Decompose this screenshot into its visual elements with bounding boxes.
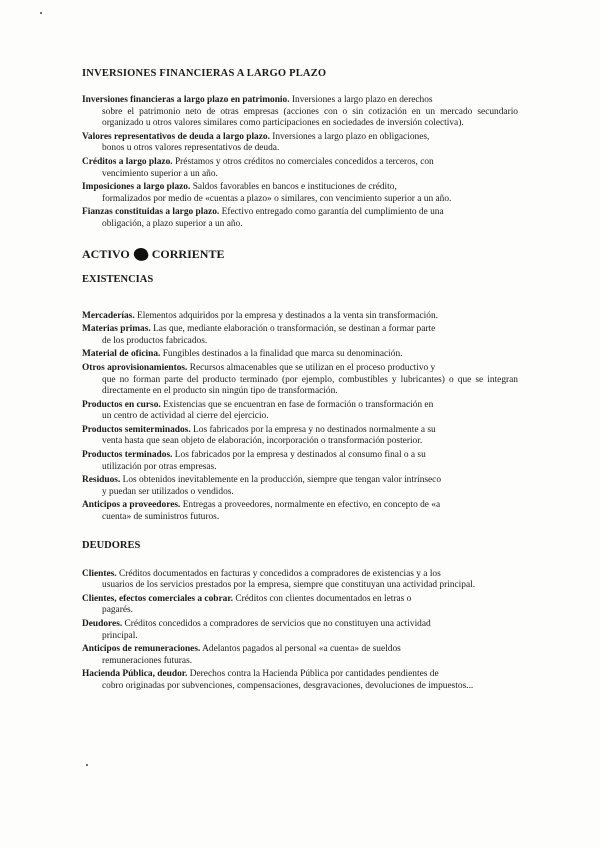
entry-first-line	[82, 132, 518, 144]
entry-term: Productos en curso.	[82, 399, 161, 410]
activo-label: ACTIVO	[82, 246, 130, 261]
entry-definition-start: Créditos documentados en facturas y concedidos a compradores de existencias y a los	[116, 568, 441, 579]
entry-term: Anticipos de remuneraciones.	[82, 644, 201, 655]
entry-term: Inversiones financieras a largo plazo en patrimonio.	[82, 95, 290, 105]
definition-entry	[82, 669, 518, 692]
entry-term: Materias primas.	[82, 324, 151, 335]
entry-definition-start: Créditos con clientes documentados en letras o	[233, 593, 412, 604]
definition-entry	[82, 644, 518, 667]
entry-first-line	[82, 475, 518, 487]
document-page	[82, 68, 518, 699]
entry-term: Productos semiterminados.	[82, 424, 191, 435]
definition-entry	[82, 182, 518, 205]
entry-definition-continued: pagarés.	[102, 605, 133, 616]
definition-entry	[82, 450, 518, 473]
ink-blot-icon	[132, 246, 149, 262]
entry-first-line	[82, 95, 518, 107]
entry-definition-continued: remuneraciones futuras.	[102, 655, 193, 666]
entry-definition-continued: usuarios de los servicios prestados por la empresa, siempre que constituyan una actividad principal.	[102, 580, 476, 591]
entry-first-line	[82, 324, 518, 336]
definition-entry	[82, 132, 518, 155]
entry-term: Fianzas constituidas a largo plazo.	[82, 207, 220, 218]
entry-first-line	[82, 619, 518, 631]
entry-term: Clientes.	[82, 568, 117, 579]
entry-definition-continued: bonos u otros valores representativos de deuda.	[102, 143, 280, 154]
entry-definition-start: Créditos concedidos a compradores de servicios que no constituyen una actividad	[122, 619, 431, 629]
entry-definition-continued: venta hasta que sean objeto de elaboración, incorporación o transformación posterior.	[102, 436, 423, 447]
entry-definition-continued: formalizados por medio de «cuentas a plazo» o similares, con vencimiento superior a un año.	[102, 193, 452, 204]
scan-speck	[40, 12, 42, 14]
entry-first-line	[82, 500, 518, 512]
entry-first-line	[82, 157, 518, 169]
entry-term: Valores representativos de deuda a largo plazo.	[82, 131, 270, 142]
entry-definition-continued: un centro de actividad al cierre del ejercicio.	[102, 411, 269, 422]
entry-definition-start: Los fabricados por la empresa y destinados al consumo final o a su	[172, 450, 426, 461]
entry-term: Material de oficina.	[82, 349, 161, 360]
entry-first-line	[82, 207, 518, 219]
entry-definition-continued: principal.	[102, 630, 138, 641]
definition-entry	[82, 349, 518, 361]
definition-entry	[82, 400, 518, 423]
entry-first-line	[82, 669, 518, 681]
definition-entry	[82, 594, 518, 617]
existencias-list	[82, 311, 518, 524]
entry-term: Residuos.	[82, 475, 121, 486]
entry-definition-start: Existencias que se encuentran en fase de formación o transformación en	[160, 399, 434, 410]
activo-corriente-title	[82, 247, 518, 262]
entry-definition-start: Saldos favorables en bancos e instituciones de crédito,	[190, 182, 397, 193]
entry-definition-continued: obligación, a plazo superior a un año.	[102, 218, 243, 229]
entry-first-line	[82, 400, 518, 412]
entry-term: Mercaderías.	[82, 310, 135, 321]
entry-term: Clientes, efectos comerciales a cobrar.	[82, 593, 233, 604]
scan-speck	[86, 764, 88, 766]
entry-definition-start: Inversiones a largo plazo en obligaciones,	[269, 131, 430, 142]
entry-first-line	[82, 569, 518, 581]
entry-definition-continued: sobre el patrimonio neto de otras empresas (acciones con o sin cotización en un mercado secundario organizado u otros valores similares como participaciones en sociedades de inversión colectiva).	[102, 106, 518, 129]
definition-entry	[82, 500, 518, 523]
entry-definition-start: Recursos almacenables que se utilizan en el proceso productivo y	[187, 362, 436, 373]
entry-definition-start: Adelantos pagados al personal «a cuenta» de sueldos	[200, 644, 401, 655]
entry-definition-start: Efectivo entregado como garantía del cumplimiento de una	[219, 207, 444, 218]
entry-definition-continued: y puedan ser utilizados o vendidos.	[102, 486, 234, 497]
entry-term: Productos terminados.	[82, 450, 173, 461]
entry-definition-continued: utilización por otras empresas.	[102, 461, 217, 472]
entry-definition-continued: de los productos fabricados.	[102, 335, 208, 346]
definition-entry	[82, 95, 518, 130]
definition-entry	[82, 569, 518, 592]
entry-definition-start: Elementos adquiridos por la empresa y destinados a la venta sin transformación.	[134, 310, 438, 321]
inversiones-list	[82, 95, 518, 231]
deudores-list	[82, 569, 518, 693]
entry-first-line	[82, 311, 518, 323]
entry-definition-continued: que no forman parte del producto terminado (por ejemplo, combustibles y lubricantes) o que se integran directamente en el producto sin ningún tipo de transformación.	[102, 374, 518, 397]
entry-term: Hacienda Pública, deudor.	[82, 669, 188, 680]
corriente-label: CORRIENTE	[151, 246, 225, 261]
entry-definition-start: Los obtenidos inevitablemente en la producción, siempre que tengan valor intrínseco	[120, 475, 442, 486]
entry-first-line	[82, 349, 518, 361]
entry-definition-continued: vencimiento superior a un año.	[102, 168, 218, 179]
entry-first-line	[82, 182, 518, 194]
inversiones-section-title: INVERSIONES FINANCIERAS A LARGO PLAZO	[82, 68, 327, 79]
entry-first-line	[82, 450, 518, 462]
entry-first-line	[82, 594, 518, 606]
entry-first-line	[82, 644, 518, 656]
entry-definition-continued: cobro originadas por subvenciones, compensaciones, desgravaciones, devoluciones de impuestos...	[102, 680, 474, 691]
definition-entry	[82, 311, 518, 323]
entry-definition-start: Préstamos y otros créditos no comerciales concedidos a terceros, con	[172, 156, 434, 167]
entry-definition-start: Fungibles destinados a la finalidad que marca su denominación.	[160, 349, 403, 360]
entry-definition-start: Inversiones a largo plazo en derechos	[289, 95, 433, 105]
entry-definition-start: Entregas a proveedores, normalmente en efectivo, en concepto de «a	[180, 500, 441, 511]
entry-term: Otros aprovisionamientos.	[82, 362, 188, 373]
definition-entry	[82, 324, 518, 347]
entry-term: Créditos a largo plazo.	[82, 156, 173, 167]
entry-first-line	[82, 425, 518, 437]
definition-entry	[82, 475, 518, 498]
definition-entry	[82, 157, 518, 180]
entry-definition-start: Las que, mediante elaboración o transformación, se destinan a formar parte	[150, 324, 436, 335]
definition-entry	[82, 619, 518, 642]
entry-term: Deudores.	[82, 619, 123, 629]
existencias-title: EXISTENCIAS	[82, 273, 154, 285]
entry-term: Anticipos a proveedores.	[82, 500, 181, 511]
entry-term: Imposiciones a largo plazo.	[82, 182, 191, 193]
entry-definition-continued: cuenta» de suministros futuros.	[102, 512, 220, 523]
deudores-title: DEUDORES	[82, 539, 141, 551]
entry-definition-start: Derechos contra la Hacienda Pública por cantidades pendientes de	[187, 669, 439, 680]
definition-entry	[82, 425, 518, 448]
definition-entry	[82, 207, 518, 230]
entry-definition-start: Los fabricados por la empresa y no destinados normalmente a su	[190, 424, 436, 435]
entry-first-line	[82, 363, 518, 375]
definition-entry	[82, 363, 518, 398]
